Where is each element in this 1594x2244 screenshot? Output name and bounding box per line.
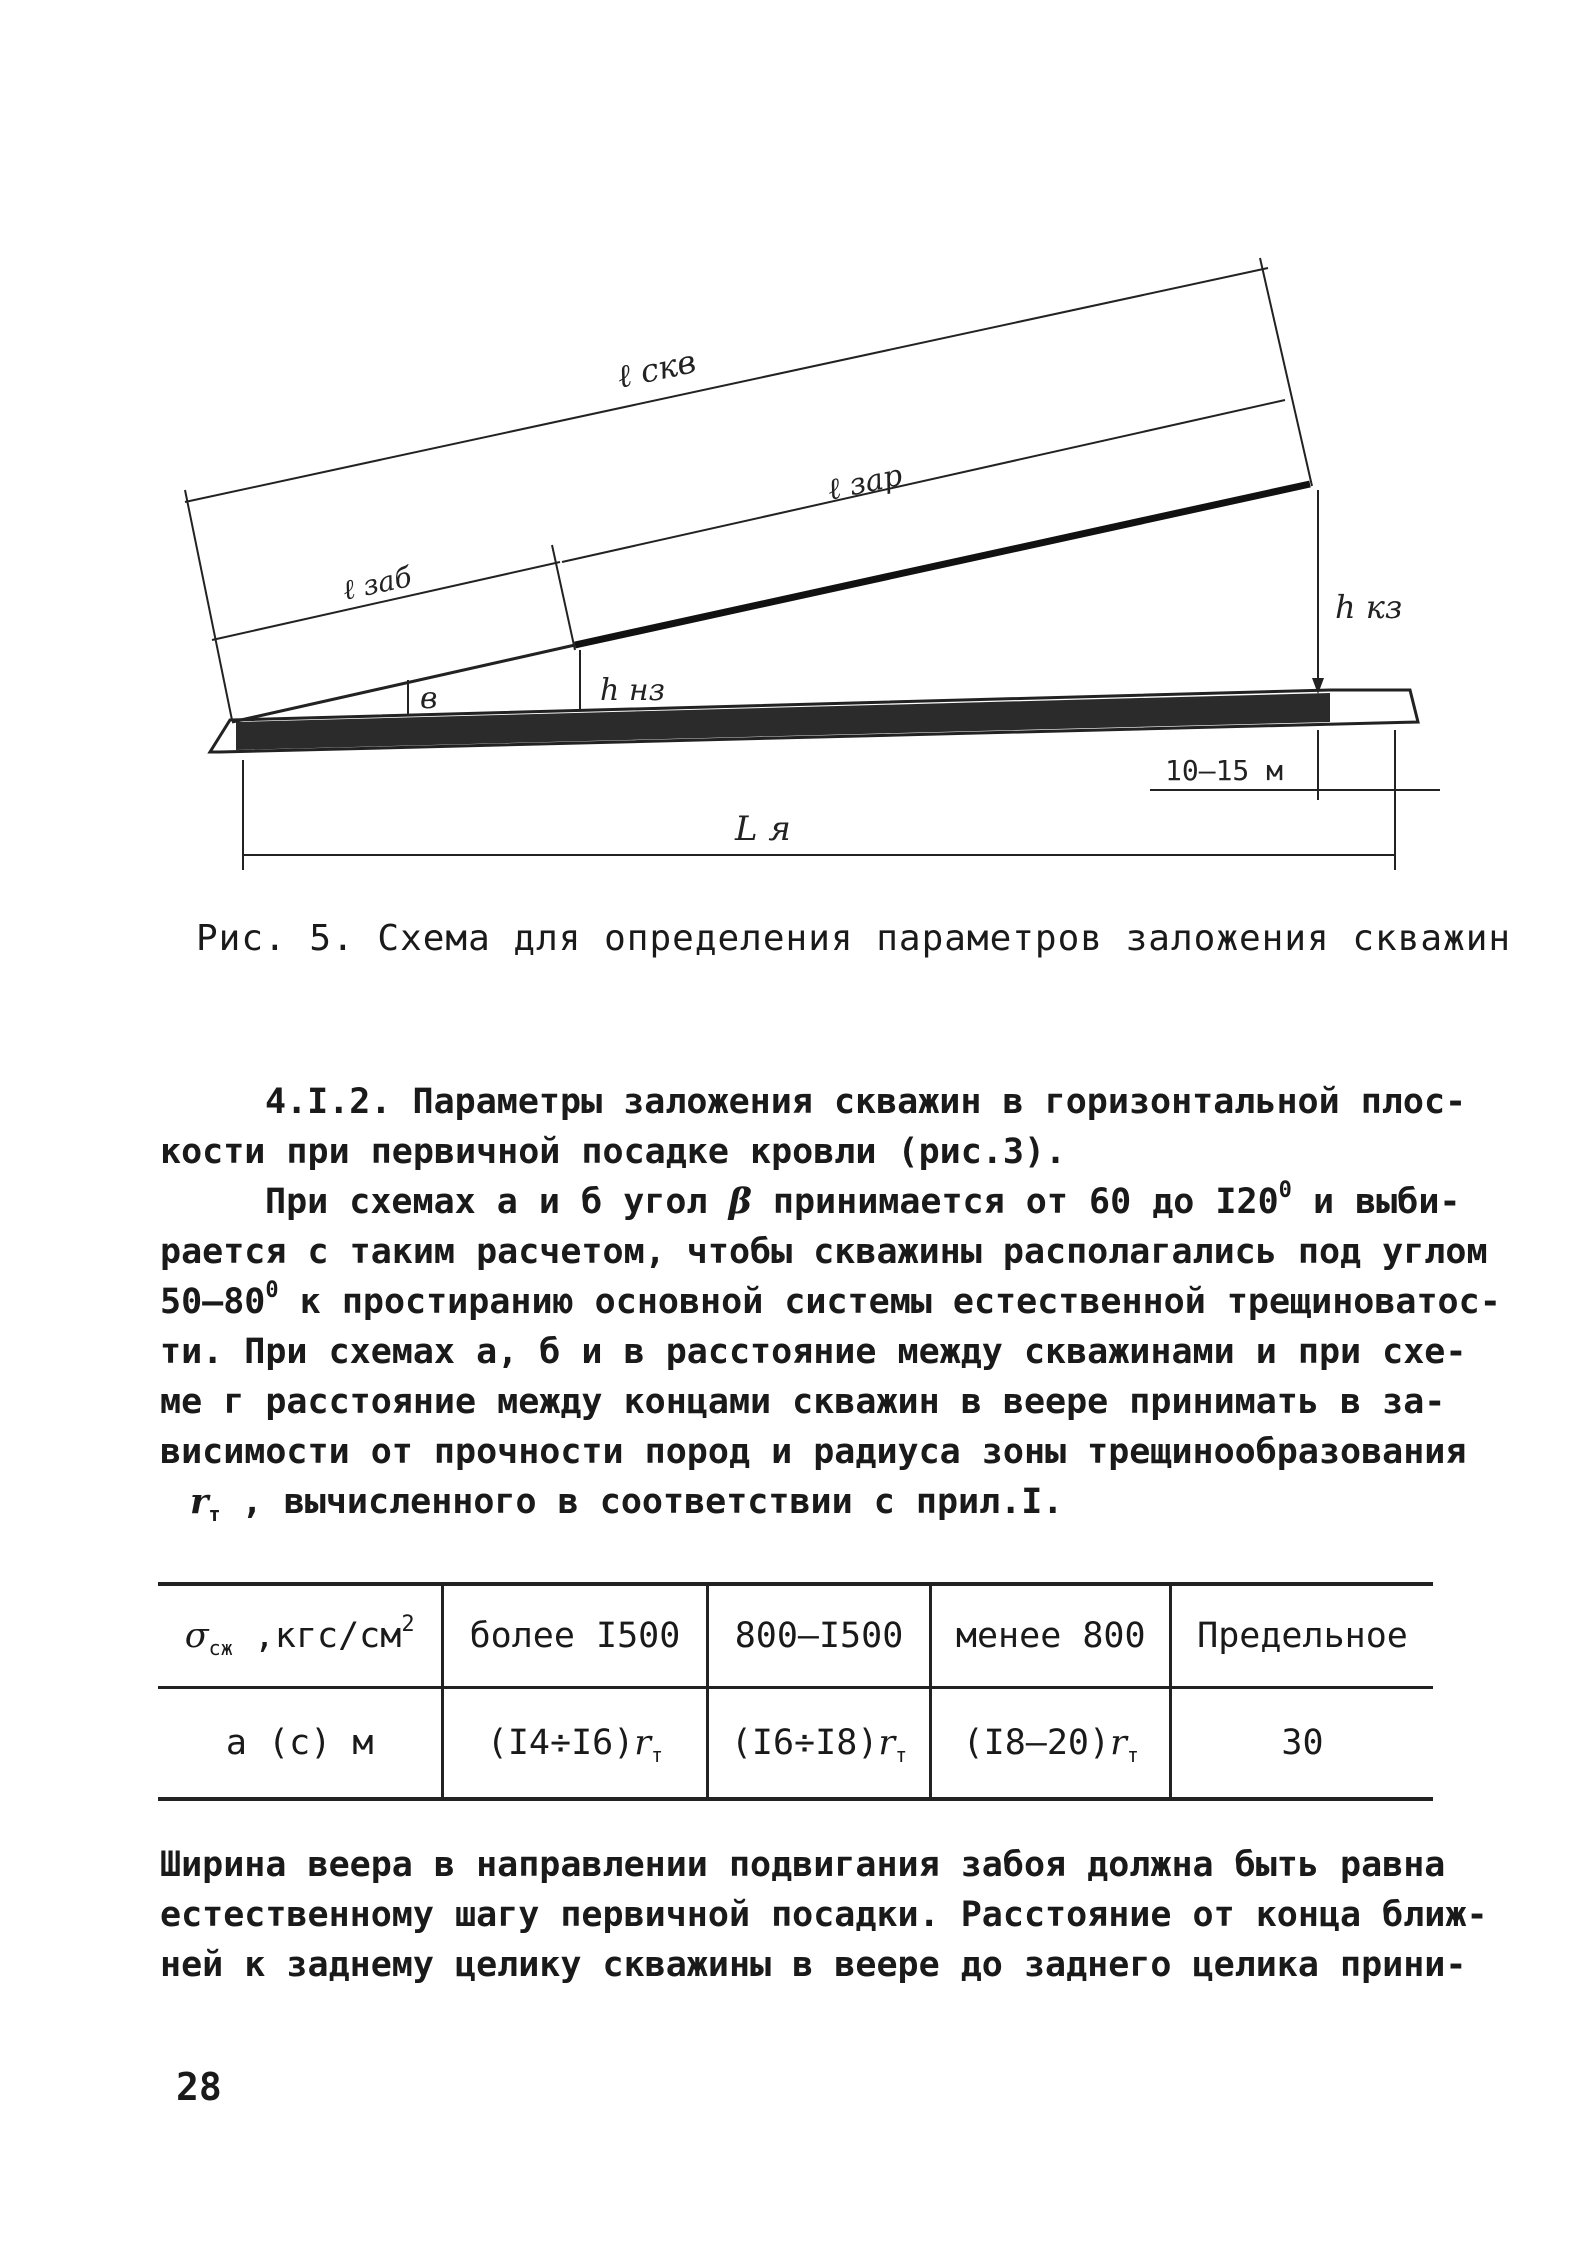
para-line: При схемах а и б угол β принимается от 60 до $I20^0$ и выби- [265,1178,1461,1222]
para-line: $r_т$ , вычисленного в соответствии с прил.I. [160,1477,1450,1527]
label-l-zab: ℓ заб [339,560,415,607]
cell-col2: $(I6\div I8)r_т$ [707,1688,931,1800]
para-line: висимости от прочности пород и радиуса зоны трещинообразования [160,1432,1467,1472]
table-row [158,1688,1433,1800]
para-line: рается с таким расчетом, чтобы скважины располагались под углом [160,1232,1488,1272]
para-line: 4.I.2. Параметры заложения скважин в горизонтальной плос- [265,1082,1467,1122]
para-line: ней к заднему целику скважины в веере до заднего целика прини- [160,1945,1467,1985]
after-table-paragraph [160,1840,1488,1990]
para-line: естественному шагу первичной посадки. Расстояние от конца ближ- [160,1895,1488,1935]
page-number: 28 [176,2065,222,2109]
para-line: Ширина веера в направлении подвигания забоя должна быть равна [160,1845,1446,1885]
label-l-zar: ℓ зар [824,457,906,508]
l-zar-dimension [562,400,1285,562]
header-col3: менее 800 [931,1584,1171,1688]
borehole-scheme-diagram [0,0,1594,900]
row-label: a (c) м [158,1688,443,1800]
para-line: $50-80^0$ к простиранию основной системы естественной трещиноватос- [160,1278,1501,1322]
para-line: ме г расстояние между концами скважин в веере принимать в за- [160,1382,1446,1422]
l-skv-dimension [185,268,1268,502]
label-angle: в [420,681,438,716]
header-col4: Предельное [1171,1584,1433,1688]
cell-col1: $(I4\div I6)r_т$ [443,1688,707,1800]
header-strength: $\sigma_{сж}$ $,кгс/см^2$ [158,1584,443,1688]
borehole-charge-line [575,484,1310,645]
label-distance: 10–15 м [1165,754,1284,787]
label-h-nz: h нз [600,673,665,708]
strength-table [158,1582,1433,1801]
para-line: ти. При схемах а, б и в расстояние между скважинами и при схе- [160,1332,1467,1372]
beta-symbol: β [728,1181,752,1222]
section-paragraph [160,1077,1501,1527]
r-symbol: r [190,1481,209,1522]
label-l-skv: ℓ скв [613,342,700,396]
cell-col4: 30 [1171,1688,1433,1800]
label-h-kz: h кз [1335,588,1403,626]
header-col1: более I500 [443,1584,707,1688]
header-col2: 800–I500 [707,1584,931,1688]
label-l-ya: L я [735,809,791,849]
borehole-stemming-line [232,645,575,722]
para-line: кости при первичной посадке кровли (рис.3). [160,1132,1067,1172]
cell-col3: $(I8-20)r_т$ [931,1688,1171,1800]
seam-fill [236,693,1330,750]
table-header-row [158,1584,1433,1688]
figure-caption: Рис. 5. Схема для определения параметров заложения скважин [196,918,1512,959]
